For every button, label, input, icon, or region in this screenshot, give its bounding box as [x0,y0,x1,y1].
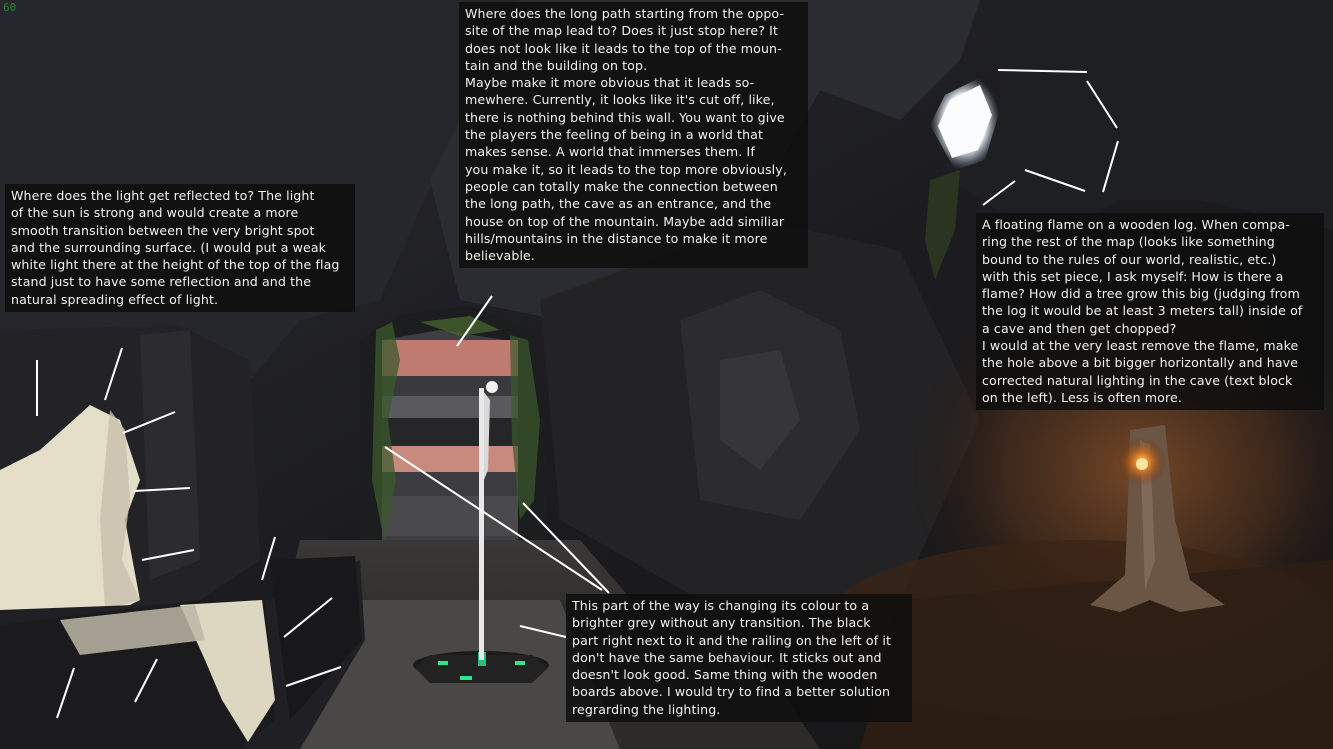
annotation-floor-colour: This part of the way is changing its colour to a brighter grey without any transition. The black part right next to it and the railing on the left of it don't have the same behaviour. It sticks out and doesn't look good. Same thing with the wooden boards above. I would try to find a better solution regrarding the lighting. [566,594,912,722]
annotation-long-path: Where does the long path starting from the oppo- site of the map lead to? Does it just stop here? It does not look like it leads to the top of the moun- tain and the building on top. Maybe make it more obvious that it leads so- mewhere. Currently, it looks like it's cut off, like, there is nothing behind this wall. You want to give the players the feeling of being in a world that makes sense. A world that immerses them. If you make it, so it leads to the top more obviously, people can totally make the connection between the long path, the cave as an entrance, and the house on top of the mountain. Maybe add similiar hills/mountains in the distance to make it more believable. [459,2,808,268]
fps-counter: 60 [3,1,17,14]
annotation-light-reflection: Where does the light get reflected to? The light of the sun is strong and would create a more smooth transition between the very bright spot and the surrounding surface. (I would put a weak white light there at the height of the top of the flag stand just to have some reflection and and the natural spreading effect of light. [5,184,355,312]
annotation-floating-flame: A floating flame on a wooden log. When compa- ring the rest of the map (looks like something bound to the rules of our world, realistic, etc.) with this set piece, I ask myself: How is there a flame? How did a tree grow this big (judging from the log it would be at least 3 meters tall) inside of a cave and then get chopped? I would at the very least remove the flame, make the hole above a bit bigger horizontally and have corrected natural lighting in the cave (text block on the left). Less is often more. [976,213,1324,410]
